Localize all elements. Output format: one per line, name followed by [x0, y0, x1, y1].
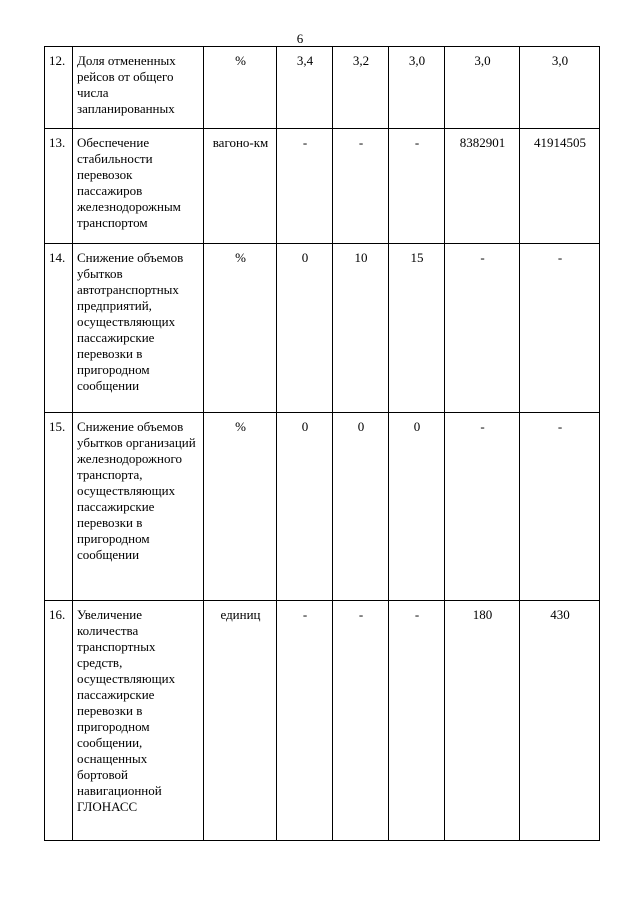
- value-cell: -: [389, 129, 445, 244]
- row-number: 15.: [45, 413, 73, 601]
- value-cell: 15: [389, 244, 445, 413]
- value-cell: 0: [389, 413, 445, 601]
- table-row: [45, 47, 600, 129]
- value-cell: 0: [277, 413, 333, 601]
- value-cell: 430: [520, 601, 600, 841]
- value-cell: 8382901: [445, 129, 520, 244]
- value-cell: 3,0: [445, 47, 520, 129]
- value-cell: -: [277, 129, 333, 244]
- value-cell: -: [277, 601, 333, 841]
- indicator-name: Увеличение количества транспортных средств, осуществляющих пассажирские перевозки в пригородном сообщении, оснащенных бортовой навигационной ГЛОНАСС: [73, 601, 204, 841]
- row-number: 13.: [45, 129, 73, 244]
- value-cell: 3,0: [520, 47, 600, 129]
- value-cell: -: [520, 413, 600, 601]
- value-cell: -: [333, 601, 389, 841]
- value-cell: -: [389, 601, 445, 841]
- unit-cell: %: [204, 47, 277, 129]
- unit-cell: вагоно-км: [204, 129, 277, 244]
- indicators-table: [44, 46, 600, 841]
- value-cell: 3,2: [333, 47, 389, 129]
- table-row: [45, 413, 600, 601]
- value-cell: 0: [277, 244, 333, 413]
- value-cell: 3,4: [277, 47, 333, 129]
- value-cell: 3,0: [389, 47, 445, 129]
- indicator-name: Доля отмененных рейсов от общего числа запланированных: [73, 47, 204, 129]
- value-cell: 41914505: [520, 129, 600, 244]
- value-cell: -: [333, 129, 389, 244]
- unit-cell: единиц: [204, 601, 277, 841]
- unit-cell: %: [204, 413, 277, 601]
- unit-cell: %: [204, 244, 277, 413]
- indicator-name: Снижение объемов убытков организаций железнодорожного транспорта, осуществляющих пассажирские перевозки в пригородном сообщении: [73, 413, 204, 601]
- value-cell: -: [520, 244, 600, 413]
- table-row: [45, 244, 600, 413]
- row-number: 16.: [45, 601, 73, 841]
- value-cell: -: [445, 413, 520, 601]
- value-cell: 0: [333, 413, 389, 601]
- row-number: 14.: [45, 244, 73, 413]
- table-row: [45, 601, 600, 841]
- row-number: 12.: [45, 47, 73, 129]
- indicator-name: Обеспечение стабильности перевозок пассажиров железнодорожным транспортом: [73, 129, 204, 244]
- indicator-name: Снижение объемов убытков автотранспортных предприятий, осуществляющих пассажирские перевозки в пригородном сообщении: [73, 244, 204, 413]
- value-cell: 10: [333, 244, 389, 413]
- value-cell: -: [445, 244, 520, 413]
- page-number: 6: [296, 31, 304, 46]
- table-row: [45, 129, 600, 244]
- value-cell: 180: [445, 601, 520, 841]
